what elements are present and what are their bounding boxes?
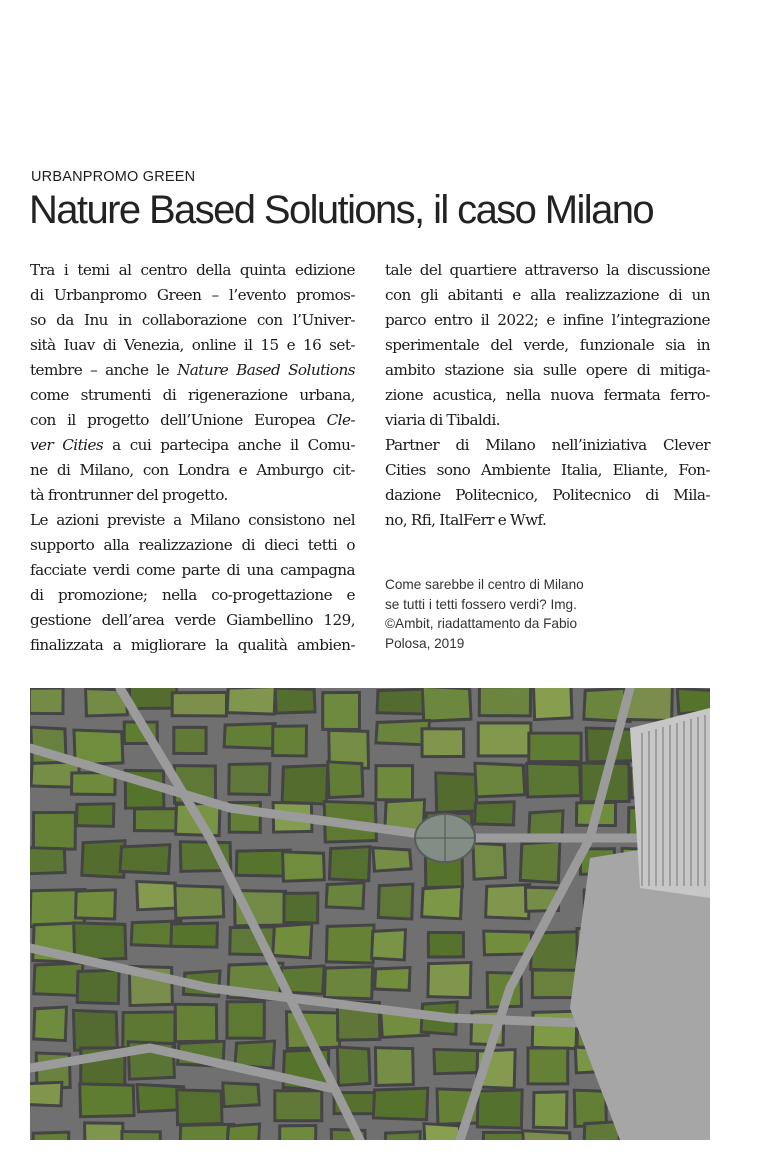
- photo-illustration: [30, 688, 710, 1140]
- text-line: di promozione; nella co-progettazione e: [30, 586, 355, 604]
- text-line: tale del quartiere attraverso la discussione: [385, 261, 710, 279]
- caption-line: ©Ambit, riadattamento da Fabio: [385, 616, 578, 632]
- text-line: come strumenti di rigenerazione urbana,: [30, 386, 355, 404]
- caption-line: Come sarebbe il centro di Milano: [385, 577, 584, 592]
- text-line: di Urbanpromo Green – l’evento promos-: [30, 286, 355, 304]
- text-line: viaria di Tibaldi.: [385, 411, 501, 429]
- text-line: Cities sono Ambiente Italia, Eliante, Fon-: [385, 461, 710, 479]
- text-line: Tra i temi al centro della quinta edizione: [30, 261, 355, 279]
- text-line: con il progetto dell’Unione Europea Cle-: [30, 411, 355, 429]
- text-line: tembre – anche le Nature Based Solutions: [30, 361, 355, 379]
- text-line: con gli abitanti e alla realizzazione di un: [385, 286, 710, 304]
- image-caption: [385, 575, 645, 653]
- text-line: finalizzata a migliorare la qualità ambien-: [30, 636, 355, 654]
- text-line: ambito stazione sia sulle opere di mitiga-: [385, 361, 710, 379]
- aerial-photo-green-roofs-milan: [30, 688, 710, 1140]
- text-line: gestione dell’area verde Giambellino 129,: [30, 611, 355, 629]
- text-line: Partner di Milano nell’iniziativa Clever: [385, 436, 710, 454]
- text-line: tà frontrunner del progetto.: [30, 486, 228, 504]
- photo-shade: [30, 688, 710, 1140]
- caption-line: se tutti i tetti fossero verdi? Img.: [385, 596, 577, 612]
- caption-line: Polosa, 2019: [385, 635, 465, 651]
- text-line: zione acustica, nella nuova fermata ferro-: [385, 386, 710, 404]
- text-line: no, Rfi, ItalFerr e Wwf.: [385, 511, 547, 529]
- text-line: Le azioni previste a Milano consistono nel: [30, 511, 355, 529]
- section-kicker: URBANPROMO GREEN: [31, 169, 196, 185]
- article-title: Nature Based Solutions, il caso Milano: [29, 188, 654, 232]
- text-line: supporto alla realizzazione di dieci tetti o: [30, 536, 355, 554]
- text-line: parco entro il 2022; e infine l’integrazione: [385, 311, 710, 329]
- text-line: so da Inu in collaborazione con l’Univer-: [30, 311, 355, 329]
- text-line: sperimentale del verde, funzionale sia in: [385, 336, 710, 354]
- text-line: ver Cities a cui partecipa anche il Comu-: [30, 436, 355, 454]
- article-column-right: [385, 258, 710, 533]
- text-line: dazione Politecnico, Politecnico di Mila-: [385, 486, 710, 504]
- article-column-left: [30, 258, 355, 658]
- text-line: facciate verdi come parte di una campagna: [30, 561, 355, 579]
- text-line: sità Iuav di Venezia, online il 15 e 16 set-: [30, 336, 355, 354]
- text-line: ne di Milano, con Londra e Amburgo cit-: [30, 461, 355, 479]
